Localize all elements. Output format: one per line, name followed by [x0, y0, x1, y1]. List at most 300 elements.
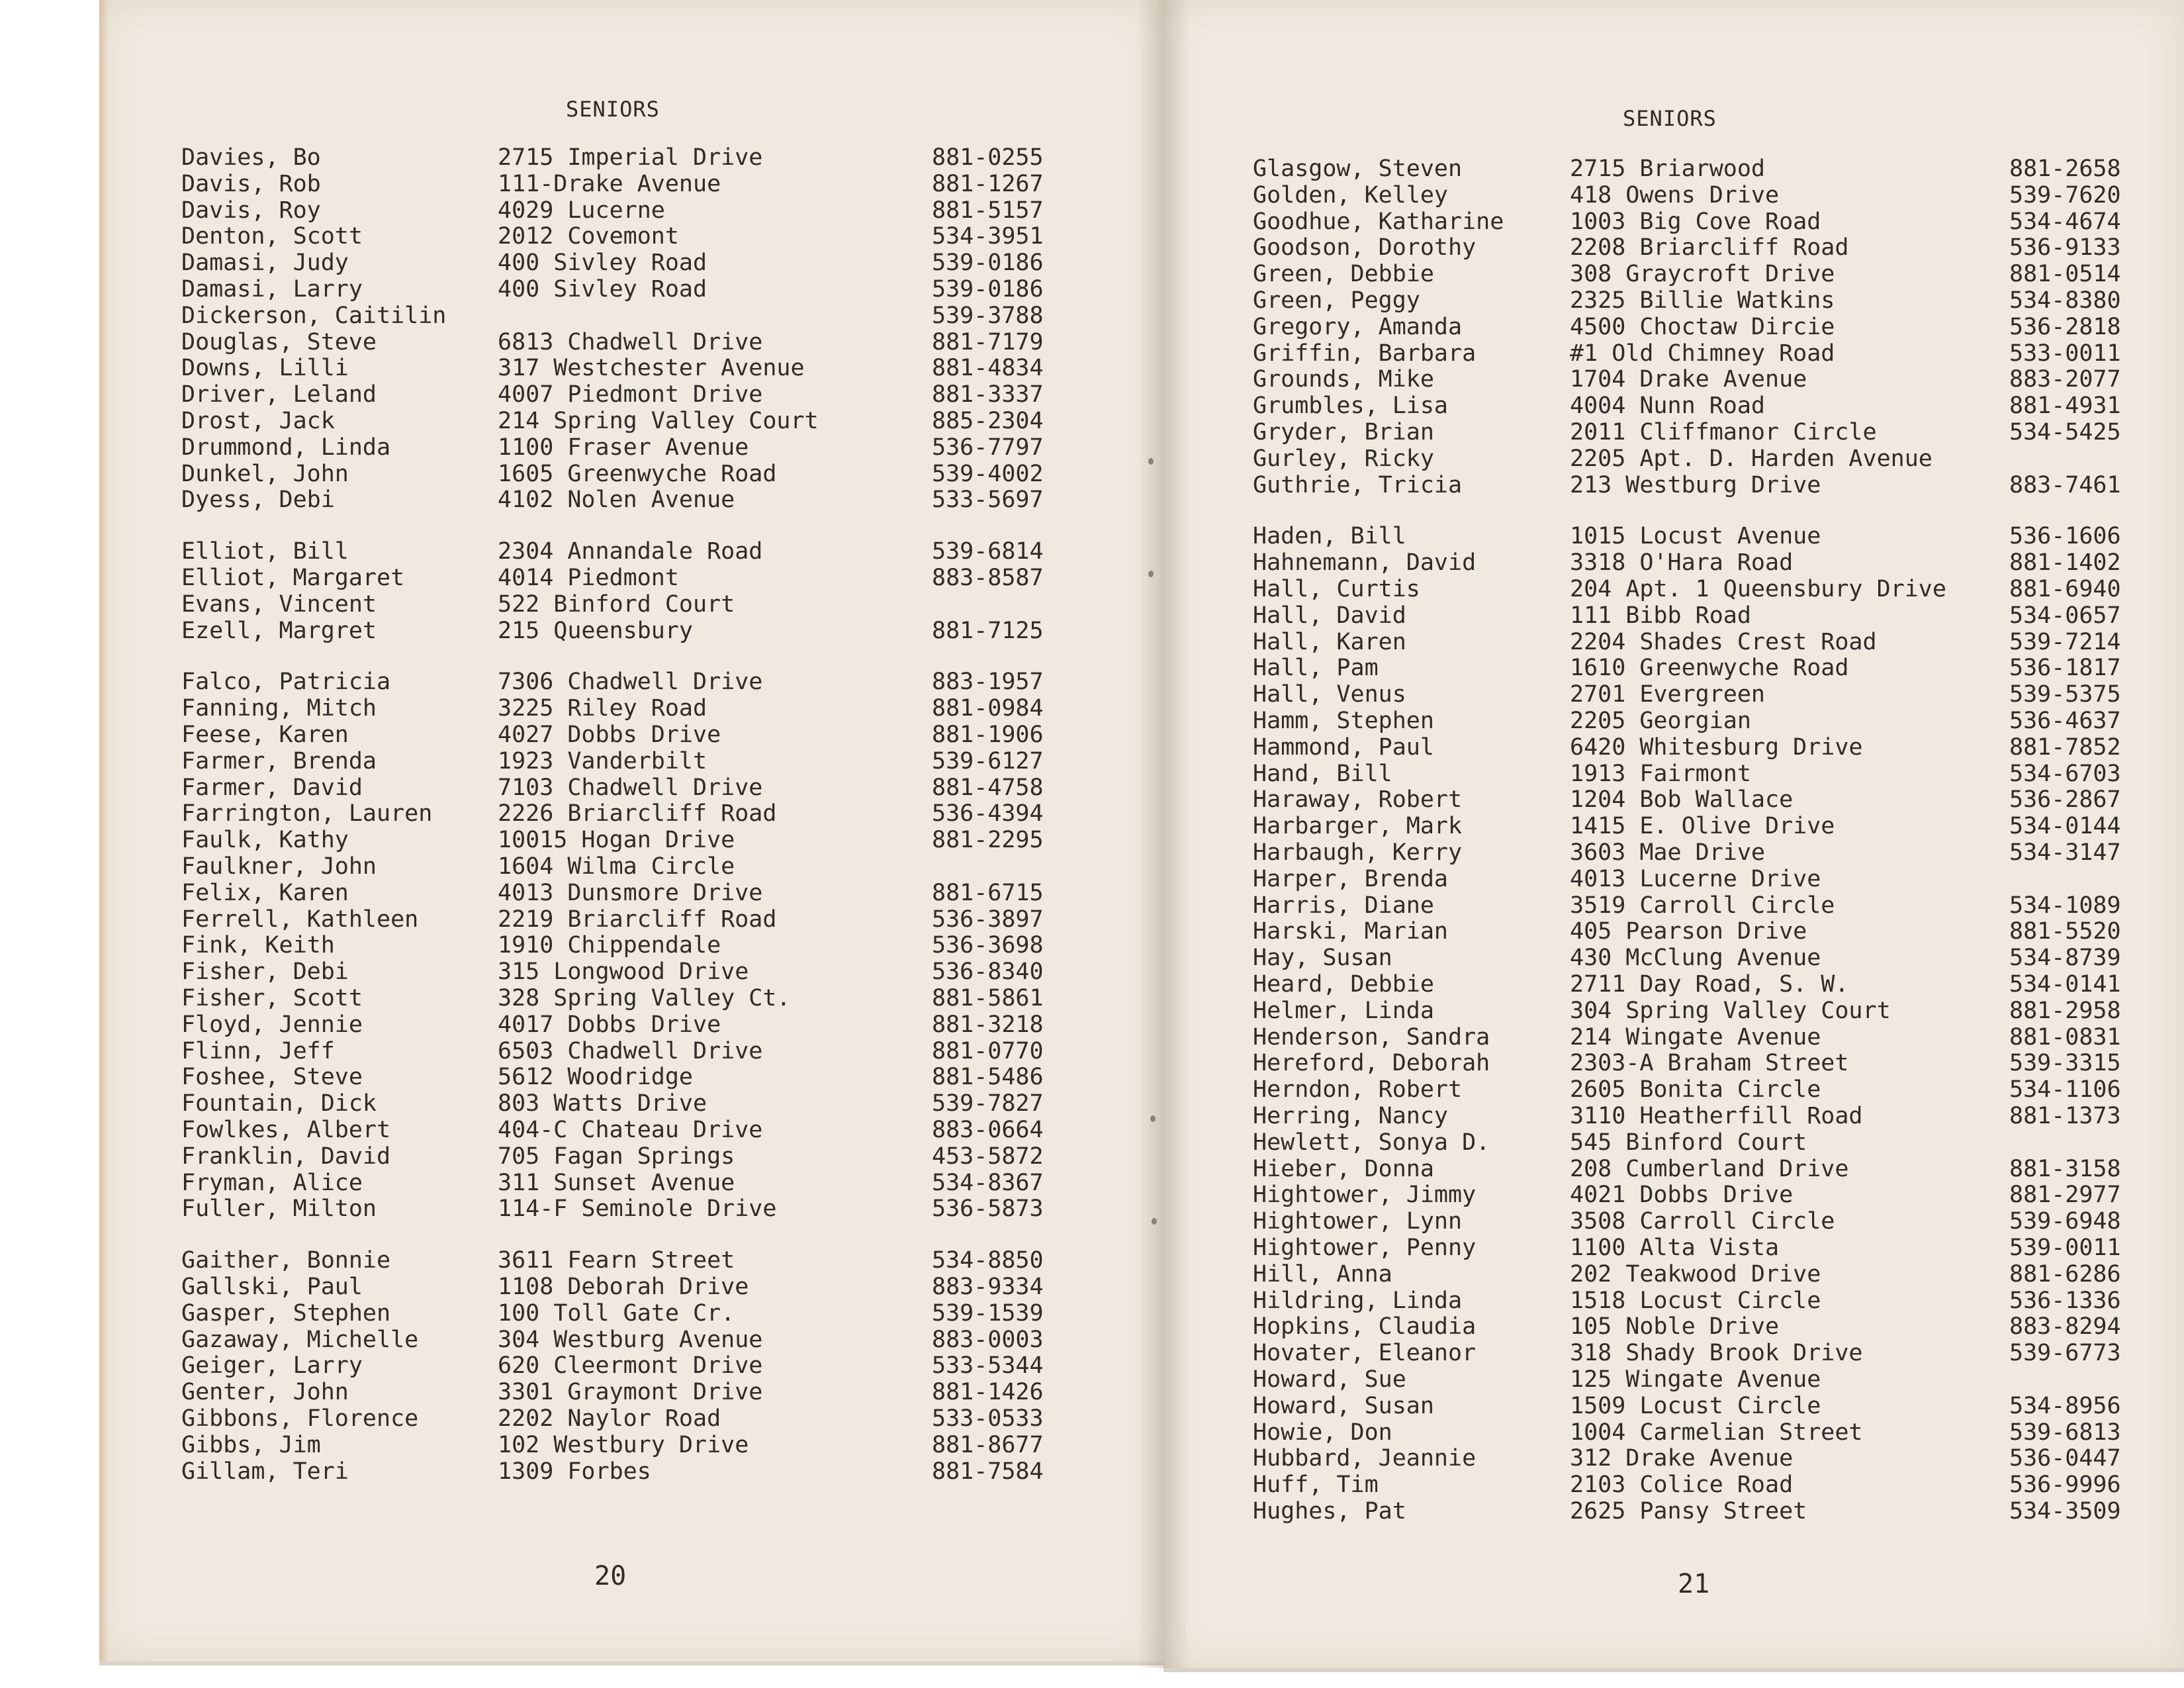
entry-address: 1605 Greenwyche Road	[498, 460, 777, 487]
entry-address: 213 Westburg Drive	[1570, 471, 1821, 498]
entry-phone: 881-5861	[932, 985, 1044, 1011]
entry-address: 2711 Day Road, S. W.	[1570, 971, 1849, 998]
entry-name: Howard, Susan	[1253, 1392, 1434, 1419]
entry-name: Haraway, Robert	[1253, 786, 1463, 814]
entry-address: 3519 Carroll Circle	[1570, 892, 1835, 919]
entry-name: Genter, John	[181, 1379, 349, 1406]
directory-entry	[0, 419, 2184, 445]
directory-entry	[0, 1419, 2184, 1446]
entry-address: 202 Teakwood Drive	[1570, 1260, 1821, 1288]
entry-address: 1108 Deborah Drive	[498, 1274, 749, 1300]
directory-entry	[0, 1313, 2184, 1340]
entry-address: 111-Drake Avenue	[498, 170, 721, 197]
entry-phone: 881-8677	[932, 1431, 1044, 1458]
entry-phone: 883-0664	[932, 1117, 1044, 1143]
entry-name: Hahnemann, David	[1253, 549, 1477, 577]
entry-name: Damasi, Larry	[181, 276, 363, 303]
entry-address: 1604 Wilma Circle	[498, 853, 735, 880]
entry-address: 114-F Seminole Drive	[498, 1196, 777, 1223]
entry-phone: 536-2867	[2009, 786, 2121, 814]
entry-address: 308 Graycroft Drive	[1570, 261, 1835, 288]
entry-phone: 534-8739	[2009, 945, 2121, 972]
entry-phone: 881-2658	[2009, 156, 2121, 182]
entry-address: 125 Wingate Avenue	[1570, 1366, 1821, 1393]
entry-name: Fuller, Milton	[181, 1196, 377, 1223]
entry-name: Helmer, Linda	[1253, 997, 1434, 1024]
entry-address: 102 Westbury Drive	[498, 1431, 749, 1458]
directory-entry	[0, 314, 2184, 340]
entry-phone: 881-5486	[932, 1064, 1044, 1091]
left-page-number: 20	[594, 1561, 627, 1591]
entry-phone: 539-6948	[2009, 1208, 2121, 1235]
entry-name: Glasgow, Steven	[1253, 156, 1463, 182]
entry-address: 1309 Forbes	[498, 1458, 651, 1485]
entry-phone: 539-3315	[2009, 1050, 2121, 1077]
entry-phone: 881-7852	[2009, 733, 2121, 761]
entry-address: 1913 Fairmont	[1570, 760, 1751, 787]
entry-address: 328 Spring Valley Ct.	[498, 985, 791, 1011]
directory-entry	[0, 156, 2184, 182]
directory-entry	[0, 1261, 2184, 1288]
entry-address: 3611 Fearn Street	[498, 1247, 735, 1274]
entry-phone: 883-9334	[932, 1274, 1044, 1300]
directory-entry	[0, 1050, 2184, 1076]
entry-phone: 881-3158	[2009, 1155, 2121, 1182]
entry-name: Gregory, Amanda	[1253, 313, 1463, 340]
entry-address: 2701 Evergreen	[1570, 681, 1766, 708]
directory-entry	[0, 523, 2184, 549]
entry-name: Green, Peggy	[1253, 287, 1420, 314]
entry-phone: 533-0533	[932, 1405, 1044, 1432]
entry-phone: 883-1957	[932, 669, 1044, 696]
entry-phone: 539-6814	[932, 538, 1044, 565]
entry-name: Elliot, Margaret	[181, 565, 405, 591]
entry-phone: 883-8587	[932, 565, 1044, 591]
entry-phone: 534-5425	[2009, 419, 2121, 445]
entry-address: 208 Cumberland Drive	[1570, 1155, 1849, 1182]
entry-address: 4500 Choctaw Dircie	[1570, 313, 1835, 340]
entry-name: Faulkner, John	[181, 853, 377, 880]
entry-address: 2625 Pansy Street	[1570, 1498, 1807, 1524]
entry-phone: 881-0770	[932, 1037, 1044, 1064]
entry-address: 1100 Alta Vista	[1570, 1235, 1780, 1261]
entry-address: 304 Westburg Avenue	[498, 1326, 763, 1353]
entry-phone: 881-5520	[2009, 918, 2121, 945]
entry-name: Guthrie, Tricia	[1253, 471, 1463, 498]
entry-phone: 534-4674	[2009, 208, 2121, 235]
entry-name: Gurley, Ricky	[1253, 445, 1434, 472]
entry-phone: 539-3788	[932, 302, 1044, 329]
entry-address: 4004 Nunn Road	[1570, 393, 1766, 420]
entry-name: Hewlett, Sonya D.	[1253, 1129, 1490, 1156]
directory-entry	[0, 1129, 2184, 1156]
entry-address: 1003 Big Cove Road	[1570, 208, 1821, 235]
entry-name: Harper, Brenda	[1253, 865, 1449, 892]
entry-address: 204 Apt. 1 Queensbury Drive	[1570, 576, 1946, 602]
entry-phone: 881-7179	[932, 328, 1044, 355]
entry-phone: 539-6773	[2009, 1340, 2121, 1367]
entry-name: Elliot, Bill	[181, 538, 349, 565]
entry-phone: 536-3698	[932, 932, 1044, 959]
entry-name: Fink, Keith	[181, 932, 335, 959]
entry-name: Drost, Jack	[181, 408, 335, 434]
directory-entry	[0, 945, 2184, 971]
entry-name: Harski, Marian	[1253, 918, 1449, 945]
entry-phone: 881-7584	[932, 1458, 1044, 1485]
entry-name: Dyess, Debi	[181, 487, 335, 514]
entry-phone: 881-7125	[932, 617, 1044, 644]
entry-phone: 881-1373	[2009, 1103, 2121, 1129]
directory-entry	[0, 234, 2184, 261]
entry-address: 405 Pearson Drive	[1570, 918, 1807, 945]
entry-address: 4013 Lucerne Drive	[1570, 865, 1821, 892]
entry-phone: 536-1817	[2009, 655, 2121, 682]
entry-name: Fryman, Alice	[181, 1169, 363, 1196]
entry-address: 7306 Chadwell Drive	[498, 669, 763, 696]
entry-name: Green, Debbie	[1253, 261, 1434, 288]
entry-name: Felix, Karen	[181, 879, 349, 906]
entry-address: 315 Longwood Drive	[498, 959, 749, 986]
directory-entry	[0, 918, 2184, 945]
entry-phone: 539-6127	[932, 747, 1044, 774]
entry-address: 2012 Covemont	[498, 223, 679, 250]
entry-name: Faulk, Kathy	[181, 827, 349, 854]
entry-phone: 534-3147	[2009, 839, 2121, 866]
entry-name: Hightower, Penny	[1253, 1235, 1477, 1261]
entry-address: 2325 Billie Watkins	[1570, 287, 1835, 314]
entry-name: Howard, Sue	[1253, 1366, 1406, 1393]
entry-phone: 881-0255	[932, 144, 1044, 171]
entry-phone: 883-2077	[2009, 366, 2121, 393]
entry-phone: 534-8367	[932, 1169, 1044, 1196]
entry-name: Geiger, Larry	[181, 1352, 363, 1380]
directory-entry	[0, 1103, 2184, 1129]
entry-address: 312 Drake Avenue	[1570, 1445, 1794, 1472]
entry-name: Flinn, Jeff	[181, 1037, 335, 1064]
entry-address: 317 Westchester Avenue	[498, 355, 805, 382]
directory-entry	[0, 971, 2184, 998]
entry-name: Dickerson, Caitilin	[181, 302, 447, 329]
entry-phone: 536-9133	[2009, 234, 2121, 261]
entry-phone: 534-8380	[2009, 287, 2121, 314]
entry-address: 5612 Woodridge	[498, 1064, 694, 1091]
entry-name: Hill, Anna	[1253, 1260, 1392, 1288]
entry-address: 1910 Chippendale	[498, 932, 721, 959]
entry-phone: 534-6703	[2009, 760, 2121, 787]
entry-address: #1 Old Chimney Road	[1570, 340, 1835, 367]
entry-name: Ezell, Margret	[181, 617, 377, 644]
entry-name: Hamm, Stephen	[1253, 708, 1434, 734]
entry-phone: 885-2304	[932, 408, 1044, 434]
right-page-heading: SENIORS	[1623, 106, 1717, 131]
entry-name: Downs, Lilli	[181, 355, 349, 382]
directory-entry	[0, 261, 2184, 287]
entry-phone: 533-5344	[932, 1352, 1044, 1380]
directory-entry	[0, 340, 2184, 367]
entry-address: 3225 Riley Road	[498, 695, 707, 722]
entry-phone: 534-0141	[2009, 971, 2121, 998]
entry-name: Hubbard, Jeannie	[1253, 1445, 1477, 1472]
entry-name: Fowlkes, Albert	[181, 1117, 391, 1143]
entry-address: 214 Wingate Avenue	[1570, 1023, 1821, 1051]
directory-entry	[0, 892, 2184, 919]
entry-phone: 881-1426	[932, 1379, 1044, 1406]
entry-phone: 539-0186	[932, 250, 1044, 277]
entry-phone: 536-1606	[2009, 523, 2121, 550]
directory-entry	[0, 866, 2184, 892]
entry-name: Fountain, Dick	[181, 1090, 377, 1117]
entry-address: 10015 Hogan Drive	[498, 827, 735, 854]
directory-entry	[0, 1156, 2184, 1182]
entry-phone: 534-1106	[2009, 1076, 2121, 1103]
entry-phone: 881-3337	[932, 381, 1044, 408]
entry-address: 2011 Cliffmanor Circle	[1570, 419, 1877, 445]
directory-entry	[0, 1182, 2184, 1208]
entry-name: Evans, Vincent	[181, 590, 377, 618]
entry-name: Franklin, David	[181, 1143, 391, 1170]
entry-name: Floyd, Jennie	[181, 1011, 363, 1038]
entry-phone: 539-7827	[932, 1090, 1044, 1117]
entry-address: 430 McClung Avenue	[1570, 945, 1821, 972]
entry-address: 522 Binford Court	[498, 590, 735, 618]
entry-phone: 883-7461	[2009, 471, 2121, 498]
entry-name: Grumbles, Lisa	[1253, 393, 1449, 420]
entry-address: 4102 Nolen Avenue	[498, 487, 735, 514]
directory-entry	[0, 734, 2184, 761]
directory-entry	[0, 366, 2184, 393]
directory-entry	[0, 681, 2184, 708]
directory-entry	[0, 1445, 2184, 1472]
entry-phone: 881-6940	[2009, 576, 2121, 602]
entry-address: 2205 Apt. D. Harden Avenue	[1570, 445, 1933, 472]
entry-name: Goodhue, Katharine	[1253, 208, 1504, 235]
entry-phone: 881-2295	[932, 827, 1044, 854]
entry-name: Farrington, Lauren	[181, 800, 433, 827]
entry-address: 1004 Carmelian Street	[1570, 1419, 1863, 1446]
entry-name: Fanning, Mitch	[181, 695, 377, 722]
entry-phone: 536-7797	[932, 434, 1044, 461]
entry-phone: 881-4931	[2009, 393, 2121, 420]
entry-name: Herring, Nancy	[1253, 1103, 1449, 1129]
entry-address: 418 Owens Drive	[1570, 181, 1780, 209]
directory-entry	[0, 182, 2184, 209]
entry-phone: 536-8340	[932, 959, 1044, 986]
entry-phone: 536-5873	[932, 1196, 1044, 1223]
entry-address: 6420 Whitesburg Drive	[1570, 733, 1863, 761]
entry-name: Hereford, Deborah	[1253, 1050, 1490, 1077]
directory-entry	[0, 1393, 2184, 1419]
entry-name: Ferrell, Kathleen	[181, 906, 419, 933]
entry-name: Herndon, Robert	[1253, 1076, 1463, 1103]
entry-address: 400 Sivley Road	[498, 250, 707, 277]
entry-address: 4014 Piedmont	[498, 565, 679, 591]
entry-name: Henderson, Sandra	[1253, 1023, 1490, 1051]
directory-entry	[0, 602, 2184, 629]
directory-entry	[0, 1076, 2184, 1103]
directory-entry	[0, 1340, 2184, 1366]
entry-phone: 883-0003	[932, 1326, 1044, 1353]
entry-name: Gaither, Bonnie	[181, 1247, 391, 1274]
entry-name: Gryder, Brian	[1253, 419, 1434, 445]
entry-name: Falco, Patricia	[181, 669, 391, 696]
directory-entry	[0, 1235, 2184, 1261]
directory-entry	[0, 209, 2184, 235]
directory-entry	[0, 576, 2184, 602]
entry-address: 2304 Annandale Road	[498, 538, 763, 565]
entry-phone: 539-0186	[932, 276, 1044, 303]
entry-phone: 881-4834	[932, 355, 1044, 382]
directory-entry	[0, 1472, 2184, 1498]
entry-phone: 534-3509	[2009, 1498, 2121, 1524]
entry-address: 2208 Briarcliff Road	[1570, 234, 1849, 261]
entry-phone: 881-2958	[2009, 997, 2121, 1024]
entry-address: 4027 Dobbs Drive	[498, 722, 721, 748]
entry-address: 311 Sunset Avenue	[498, 1169, 735, 1196]
entry-phone: 881-0831	[2009, 1023, 2121, 1051]
entry-name: Farmer, Brenda	[181, 747, 377, 774]
directory-entry	[0, 998, 2184, 1024]
entry-address: 111 Bibb Road	[1570, 602, 1751, 629]
entry-phone: 539-4002	[932, 460, 1044, 487]
entry-address: 1704 Drake Avenue	[1570, 366, 1807, 393]
entry-address: 2605 Bonita Circle	[1570, 1076, 1821, 1103]
entry-phone: 533-5697	[932, 487, 1044, 514]
entry-name: Fisher, Debi	[181, 959, 349, 986]
entry-address: 2219 Briarcliff Road	[498, 906, 777, 933]
directory-entry	[0, 761, 2184, 787]
entry-name: Heard, Debbie	[1253, 971, 1434, 998]
right-page-number: 21	[1678, 1569, 1710, 1599]
entry-address: 105 Noble Drive	[1570, 1313, 1780, 1340]
entry-address: 2202 Naylor Road	[498, 1405, 721, 1432]
entry-name: Harbarger, Mark	[1253, 813, 1463, 840]
entry-address: 2226 Briarcliff Road	[498, 800, 777, 827]
entry-address: 215 Queensbury	[498, 617, 694, 644]
entry-address: 7103 Chadwell Drive	[498, 774, 763, 801]
entry-address: 3318 O'Hara Road	[1570, 549, 1794, 577]
entry-address: 2103 Colice Road	[1570, 1472, 1794, 1499]
entry-name: Hopkins, Claudia	[1253, 1313, 1477, 1340]
entry-name: Davis, Rob	[181, 170, 321, 197]
entry-name: Harris, Diane	[1253, 892, 1434, 919]
entry-name: Damasi, Judy	[181, 250, 349, 277]
entry-address: 4029 Lucerne	[498, 197, 665, 224]
entry-phone: 883-8294	[2009, 1313, 2121, 1340]
entry-name: Hall, Karen	[1253, 628, 1406, 655]
entry-phone: 881-0984	[932, 695, 1044, 722]
entry-address: 4017 Dobbs Drive	[498, 1011, 721, 1038]
entry-phone: 533-0011	[2009, 340, 2121, 367]
entry-address: 304 Spring Valley Court	[1570, 997, 1891, 1024]
directory-entry	[0, 1288, 2184, 1314]
entry-phone: 536-1336	[2009, 1287, 2121, 1314]
entry-name: Hall, Venus	[1253, 681, 1406, 708]
directory-entry	[0, 393, 2184, 419]
entry-address: 318 Shady Brook Drive	[1570, 1340, 1863, 1367]
entry-name: Davies, Bo	[181, 144, 321, 171]
entry-name: Hovater, Eleanor	[1253, 1340, 1477, 1367]
entry-name: Denton, Scott	[181, 223, 363, 250]
entry-phone: 534-8956	[2009, 1392, 2121, 1419]
entry-name: Foshee, Steve	[181, 1064, 363, 1091]
entry-address: 4007 Piedmont Drive	[498, 381, 763, 408]
entry-address: 2205 Georgian	[1570, 708, 1751, 734]
entry-phone: 534-0144	[2009, 813, 2121, 840]
entry-name: Davis, Roy	[181, 197, 321, 224]
entry-address: 2715 Briarwood	[1570, 156, 1766, 182]
entry-address: 404-C Chateau Drive	[498, 1117, 763, 1143]
entry-phone: 536-4394	[932, 800, 1044, 827]
entry-address: 214 Spring Valley Court	[498, 408, 819, 434]
entry-phone: 881-0514	[2009, 261, 2121, 288]
entry-name: Grounds, Mike	[1253, 366, 1434, 393]
entry-name: Gallski, Paul	[181, 1274, 363, 1300]
entry-name: Hand, Bill	[1253, 760, 1392, 787]
entry-name: Huff, Tim	[1253, 1472, 1379, 1499]
entry-address: 705 Fagan Springs	[498, 1143, 735, 1170]
entry-name: Gazaway, Michelle	[181, 1326, 419, 1353]
entry-phone: 539-1539	[932, 1299, 1044, 1327]
entry-phone: 453-5872	[932, 1143, 1044, 1170]
entry-phone: 881-1402	[2009, 549, 2121, 577]
directory-entry	[0, 287, 2184, 314]
entry-address: 1509 Locust Circle	[1570, 1392, 1821, 1419]
entry-address: 4013 Dunsmore Drive	[498, 879, 763, 906]
directory-entry	[0, 786, 2184, 813]
entry-phone: 539-7620	[2009, 181, 2121, 209]
entry-phone: 539-5375	[2009, 681, 2121, 708]
entry-phone: 881-3218	[932, 1011, 1044, 1038]
entry-address: 6813 Chadwell Drive	[498, 328, 763, 355]
entry-phone: 534-3951	[932, 223, 1044, 250]
directory-entry	[0, 1208, 2184, 1235]
entry-name: Farmer, David	[181, 774, 363, 801]
entry-name: Goodson, Dorothy	[1253, 234, 1477, 261]
entry-phone: 536-2818	[2009, 313, 2121, 340]
entry-name: Feese, Karen	[181, 722, 349, 748]
entry-name: Dunkel, John	[181, 460, 349, 487]
directory-entry	[0, 655, 2184, 681]
entry-name: Driver, Leland	[181, 381, 377, 408]
entry-address: 620 Cleermont Drive	[498, 1352, 763, 1380]
entry-phone: 534-8850	[932, 1247, 1044, 1274]
entry-name: Hay, Susan	[1253, 945, 1392, 972]
entry-phone: 881-4758	[932, 774, 1044, 801]
entry-address: 1610 Greenwyche Road	[1570, 655, 1849, 682]
directory-entry	[0, 1498, 2184, 1524]
entry-address: 2204 Shades Crest Road	[1570, 628, 1877, 655]
entry-name: Griffin, Barbara	[1253, 340, 1477, 367]
entry-name: Hall, Pam	[1253, 655, 1379, 682]
directory-entry	[0, 1024, 2184, 1051]
entry-phone: 881-6286	[2009, 1260, 2121, 1288]
entry-phone: 881-2977	[2009, 1182, 2121, 1209]
entry-address: 1100 Fraser Avenue	[498, 434, 749, 461]
entry-name: Gillam, Teri	[181, 1458, 349, 1485]
entry-name: Hammond, Paul	[1253, 733, 1434, 761]
entry-name: Gibbs, Jim	[181, 1431, 321, 1458]
entry-phone: 881-1906	[932, 722, 1044, 748]
entry-address: 3301 Graymont Drive	[498, 1379, 763, 1406]
entry-name: Hightower, Jimmy	[1253, 1182, 1477, 1209]
entry-name: Douglas, Steve	[181, 328, 377, 355]
entry-name: Gibbons, Florence	[181, 1405, 419, 1432]
entry-name: Hall, Curtis	[1253, 576, 1420, 602]
entry-address: 2303-A Braham Street	[1570, 1050, 1849, 1077]
entry-address: 100 Toll Gate Cr.	[498, 1299, 735, 1327]
entry-address: 1204 Bob Wallace	[1570, 786, 1794, 814]
entry-phone: 534-1089	[2009, 892, 2121, 919]
